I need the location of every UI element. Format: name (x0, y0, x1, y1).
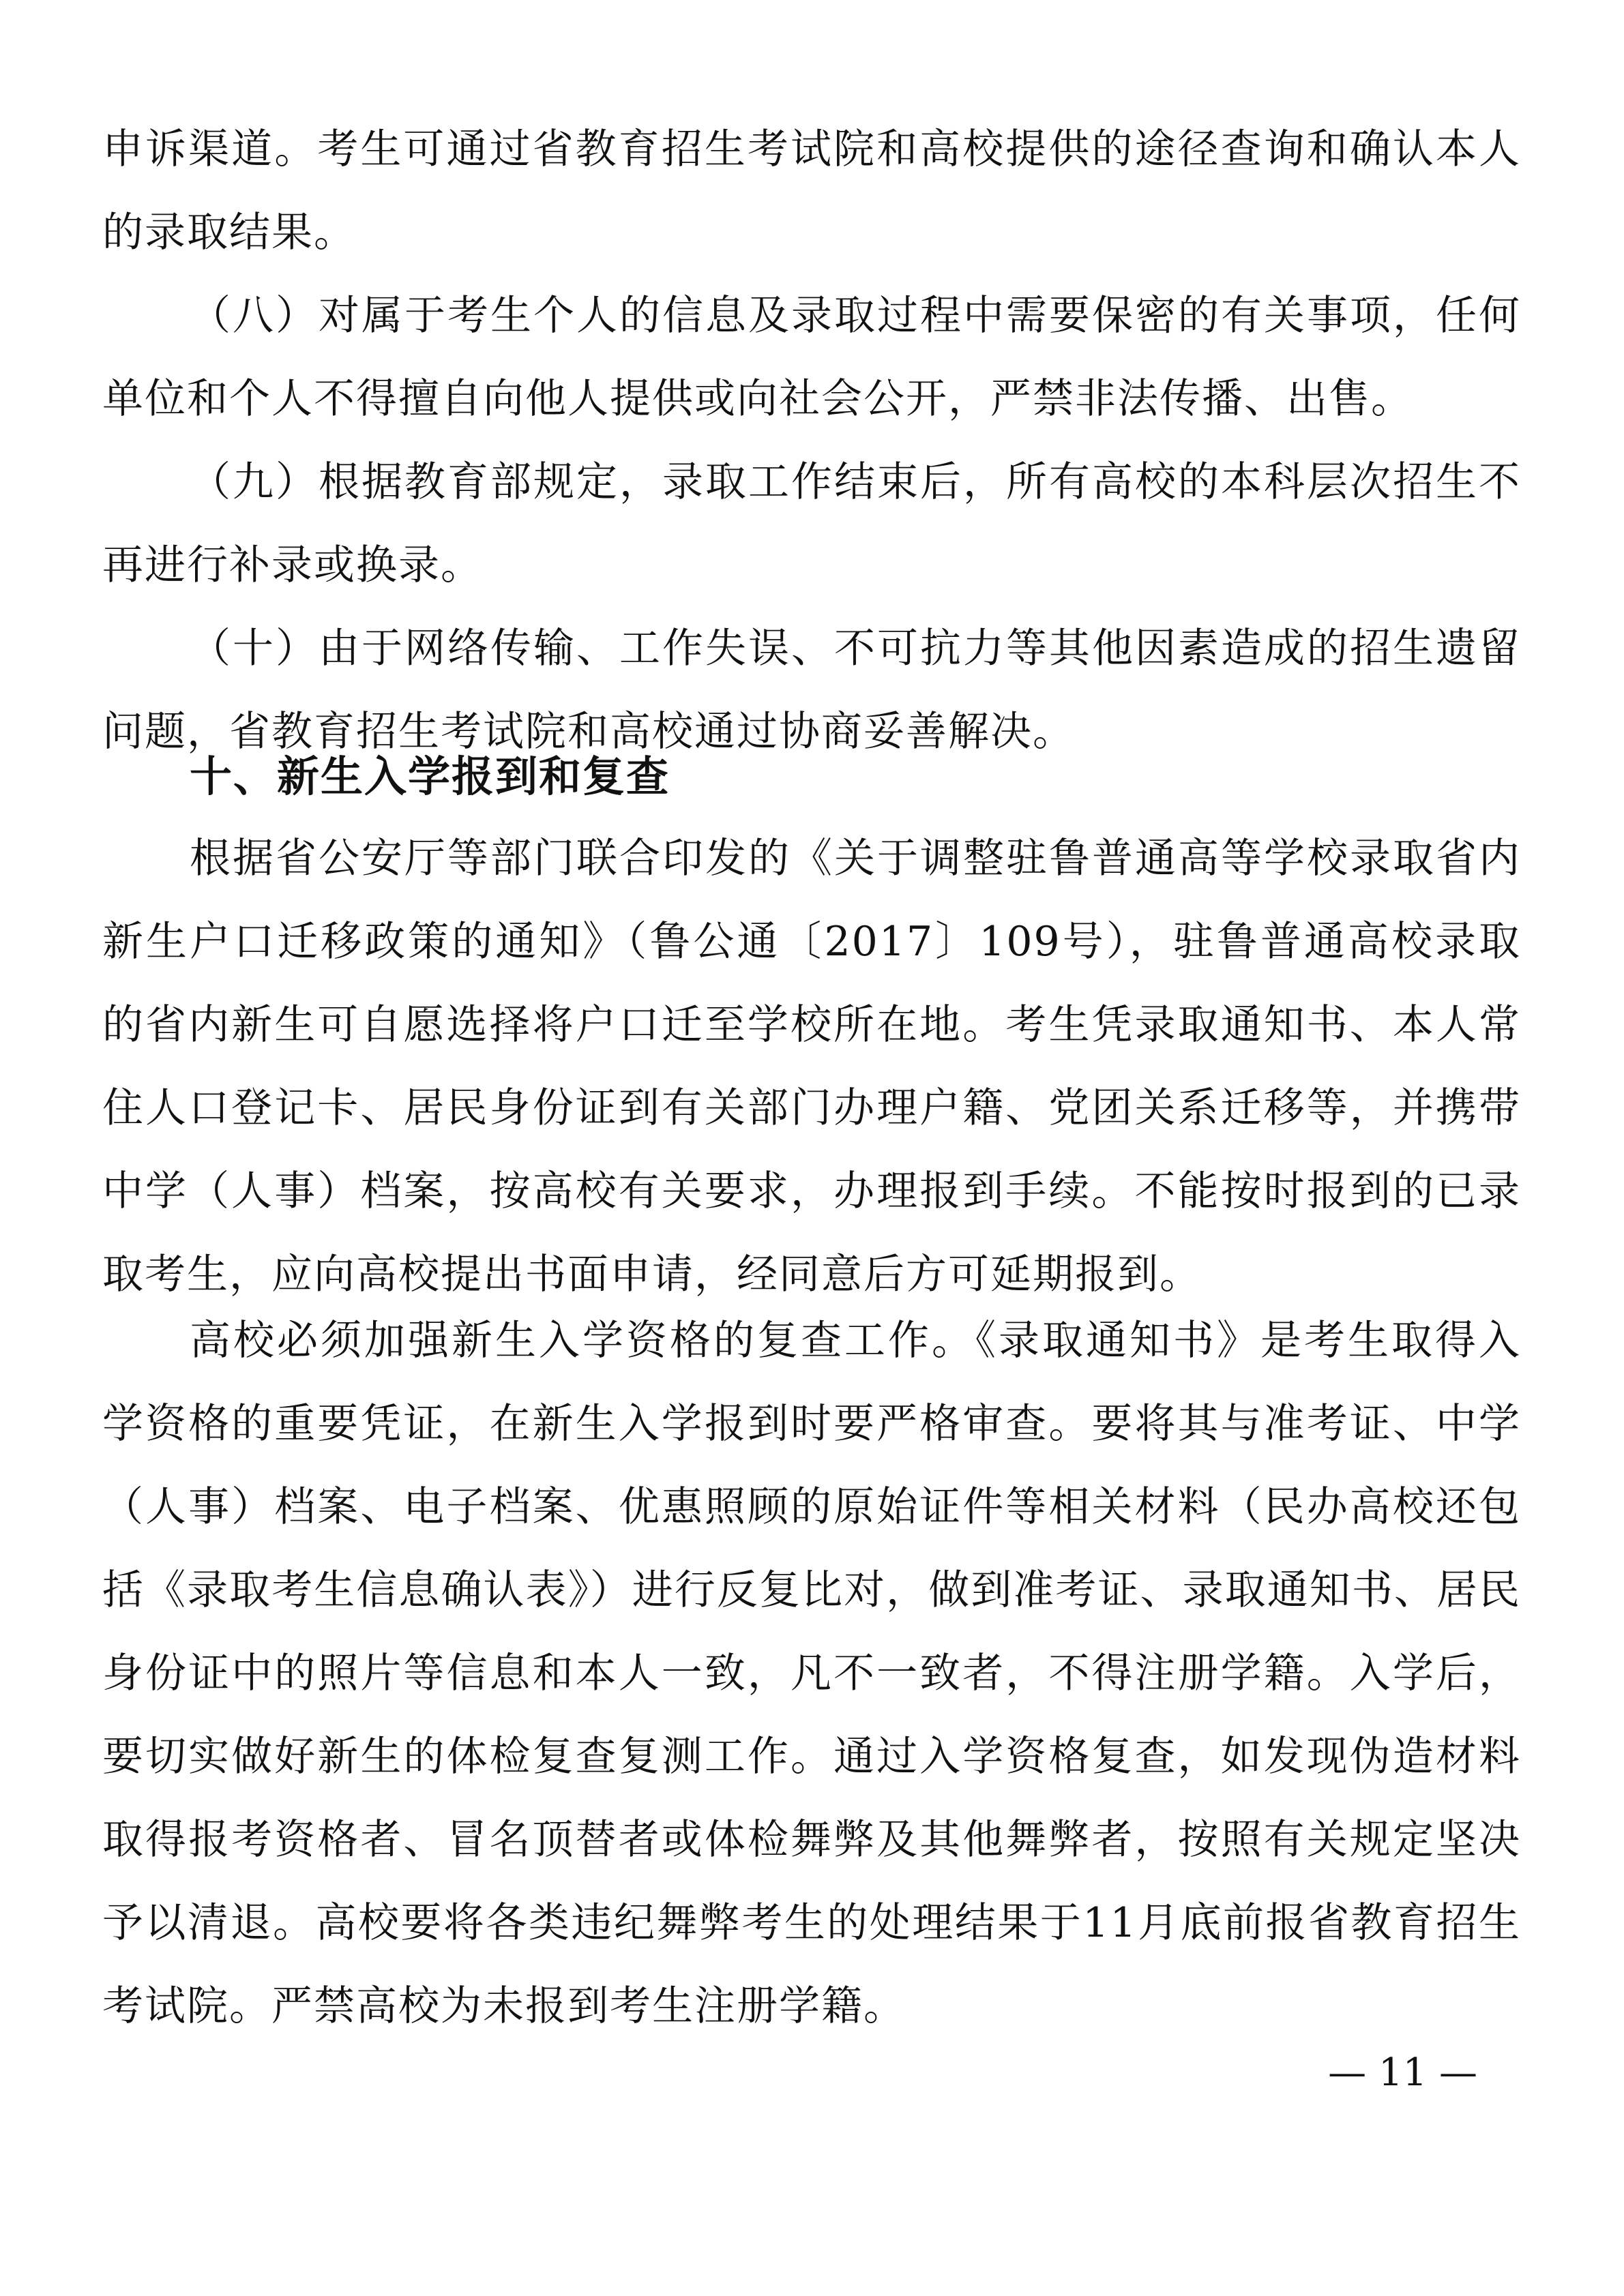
page-number: — 11 — (1328, 2051, 1477, 2095)
section-heading: 十、新生入学报到和复查 (190, 751, 670, 801)
paragraph-item-9: （九）根据教育部规定，录取工作结束后，所有高校的本科层次招生不再进行补录或换录。 (102, 458, 1521, 589)
paragraph-review: 高校必须加强新生入学资格的复查工作。《录取通知书》是考生取得入学资格的重要凭证，在新生入学报到时要严格审查。要将其与准考证、中学（人事）档案、电子档案、优惠照顾的原始证件等相关材料（民办高校还包括《录取考生信息确认表》）进行反复比对，做到准考证、录取通知书、居民身份证中的照片等信息和本人一致，凡不一致者，不得注册学籍。入学后，要切实做好新生的体检复查复测工作。通过入学资格复查，如发现伪造材料取得报考资格者、冒名顶替者或体检舞弊及其他舞弊者，按照有关规定坚决予以清退。高校要将各类违纪舞弊考生的处理结果于11月底前报省教育招生考试院。严禁高校为未报到考生注册学籍。 (102, 1317, 1521, 2030)
paragraph-registration: 根据省公安厅等部门联合印发的《关于调整驻鲁普通高等学校录取省内新生户口迁移政策的通知》（鲁公通〔2017〕109号），驻鲁普通高校录取的省内新生可自愿选择将户口迁至学校所在地。考生凭录取通知书、本人常住人口登记卡、居民身份证到有关部门办理户籍、党团关系迁移等，并携带中学（人事）档案，按高校有关要求，办理报到手续。不能按时报到的已录取考生，应向高校提出书面申请，经同意后方可延期报到。 (102, 835, 1521, 1298)
paragraph-item-8: （八）对属于考生个人的信息及录取过程中需要保密的有关事项，任何单位和个人不得擅自向他人提供或向社会公开，严禁非法传播、出售。 (102, 292, 1521, 423)
paragraph-item-10: （十）由于网络传输、工作失误、不可抗力等其他因素造成的招生遗留问题，省教育招生考试院和高校通过协商妥善解决。 (102, 625, 1521, 756)
paragraph-appeal-channel: 申诉渠道。考生可通过省教育招生考试院和高校提供的途径查询和确认本人的录取结果。 (102, 125, 1521, 256)
